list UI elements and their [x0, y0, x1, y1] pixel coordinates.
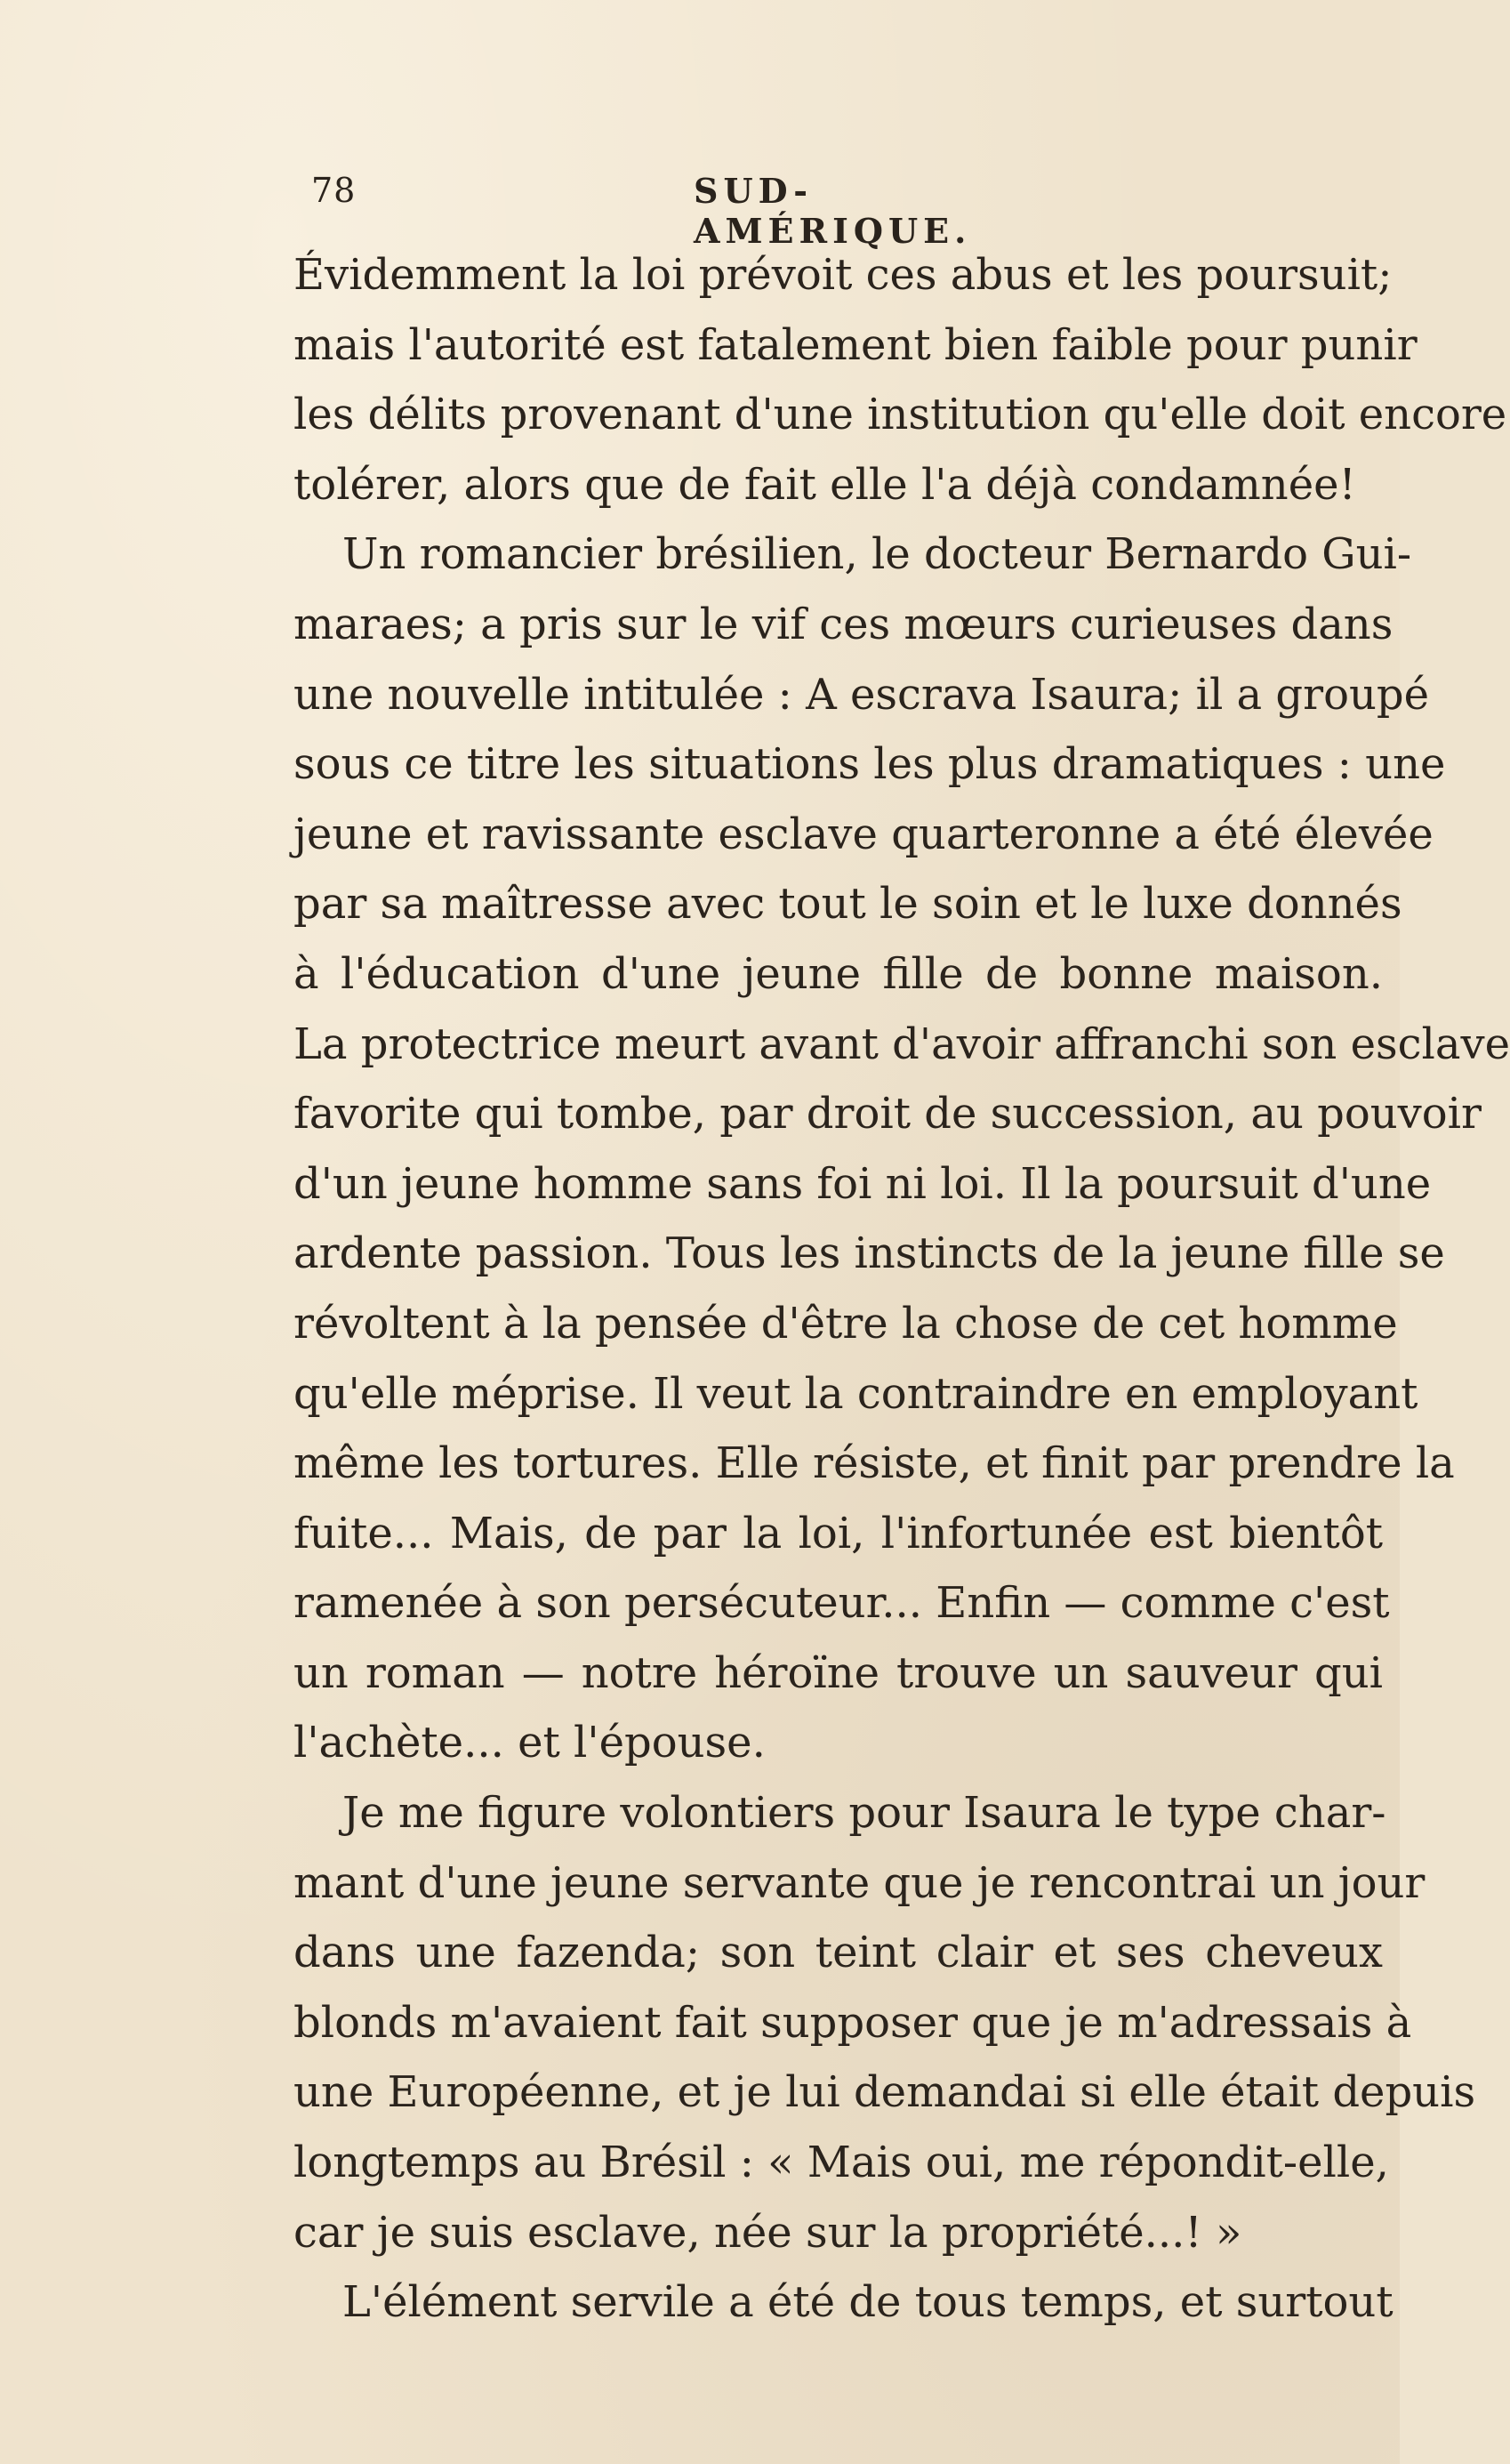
text-line: par sa maîtresse avec tout le soin et le luxe donnés: [293, 879, 1402, 930]
text-line: qu'elle méprise. Il veut la contraindre en employant: [293, 1368, 1418, 1419]
text-line: ardente passion. Tous les instincts de la jeune fille se: [293, 1228, 1445, 1279]
text-line: blonds m'avaient fait supposer que je m'adressais à: [293, 1997, 1412, 2048]
text-line: favorite qui tombe, par droit de succession, au pouvoir: [293, 1089, 1482, 1139]
text-line: tolérer, alors que de fait elle l'a déjà condamnée!: [293, 459, 1356, 510]
text-line: à l'éducation d'une jeune fille de bonne maison.: [293, 948, 1383, 999]
text-line: un roman — notre héroïne trouve un sauveur qui: [293, 1647, 1383, 1698]
text-line: révoltent à la pensée d'être la chose de cet homme: [293, 1298, 1398, 1349]
text-line: L'élément servile a été de tous temps, et surtout: [342, 2277, 1394, 2328]
text-line: maraes; a pris sur le vif ces mœurs curieuses dans: [293, 599, 1394, 649]
text-line: mais l'autorité est fatalement bien faible pour punir: [293, 319, 1418, 370]
page-header: [311, 171, 1040, 251]
text-line: La protectrice meurt avant d'avoir affranchi son esclave: [293, 1019, 1510, 1069]
text-line: longtemps au Brésil : « Mais oui, me répondit-elle,: [293, 2138, 1389, 2188]
text-line: une Européenne, et je lui demandai si elle était depuis: [293, 2067, 1476, 2118]
text-line: Évidemment la loi prévoit ces abus et les poursuit;: [293, 250, 1393, 300]
text-line: car je suis esclave, née sur la propriété...! »: [293, 2207, 1242, 2258]
text-line: mant d'une jeune servante que je rencontrai un jour: [293, 1857, 1426, 1908]
text-line: sous ce titre les situations les plus dramatiques : une: [293, 739, 1446, 790]
text-line: les délits provenant d'une institution qu'elle doit encore: [293, 390, 1507, 440]
text-line: ramenée à son persécuteur... Enfin — comme c'est: [293, 1578, 1390, 1629]
text-line: même les tortures. Elle résiste, et finit par prendre la: [293, 1438, 1455, 1489]
text-line: d'un jeune homme sans foi ni loi. Il la poursuit d'une: [293, 1158, 1432, 1209]
text-line: l'achète... et l'épouse.: [293, 1718, 766, 1768]
text-line: fuite... Mais, de par la loi, l'infortunée est bientôt: [293, 1508, 1383, 1558]
text-line: jeune et ravissante esclave quarteronne a été élevée: [293, 809, 1434, 859]
text-line: une nouvelle intitulée : A escrava Isaura; il a groupé: [293, 669, 1430, 720]
text-line: Je me figure volontiers pour Isaura le type char-: [342, 1788, 1386, 1839]
body-text: [293, 240, 1510, 2338]
text-line: dans une fazenda; son teint clair et ses cheveux: [293, 1928, 1383, 1978]
page-number: 78: [311, 171, 357, 210]
running-title: SUD-AMÉRIQUE.: [694, 171, 972, 251]
text-line: Un romancier brésilien, le docteur Bernardo Gui-: [342, 529, 1412, 580]
